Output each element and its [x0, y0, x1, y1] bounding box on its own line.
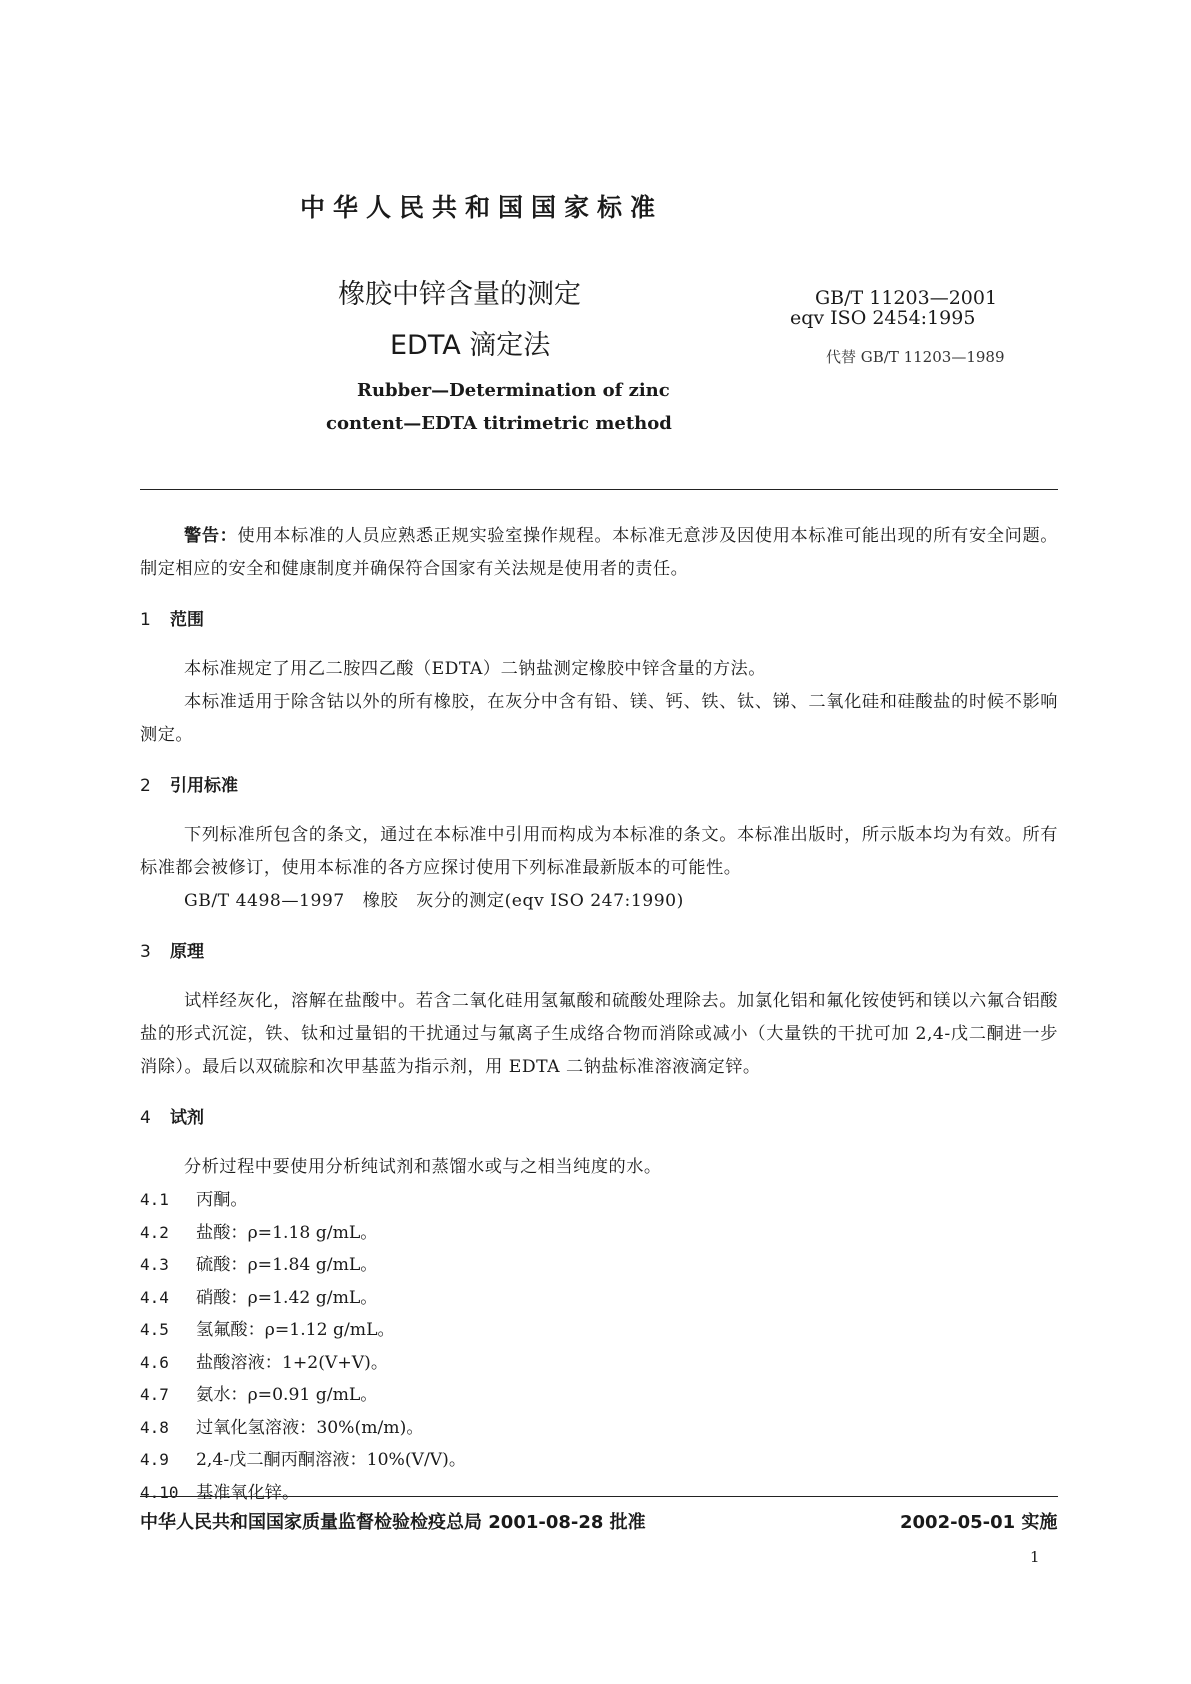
reagent-number: 4.6 [140, 1352, 169, 1372]
standard-equivalent: eqv ISO 2454:1995 [790, 307, 976, 329]
approval-line: 中华人民共和国国家质量监督检验检疫总局 2001-08-28 批准 [140, 1512, 646, 1533]
reagent-text: 盐酸溶液：1+2(V+V)。 [196, 1352, 389, 1373]
section-title: 引用标准 [170, 776, 238, 796]
document-title-zh: 橡胶中锌含量的测定 [338, 279, 581, 310]
document-subtitle-zh: EDTA 滴定法 [390, 330, 551, 361]
reagent-item [140, 1282, 1058, 1315]
section-number: 1 [140, 610, 151, 630]
reagent-number: 4.9 [140, 1450, 169, 1469]
section-4-heading [140, 1102, 1058, 1135]
section-number: 4 [140, 1108, 151, 1128]
section-1-paragraph-2: 本标准适用于除含钴以外的所有橡胶，在灰分中含有铅、镁、钙、铁、钛、锑、二氧化硅和硅酸盐的时候不影响测定。 [140, 692, 1058, 745]
implementation-date: 2002-05-01 实施 [900, 1512, 1058, 1533]
reagent-number: 4.2 [140, 1222, 169, 1242]
section-title: 试剂 [170, 1108, 204, 1128]
footer-divider [140, 1496, 1058, 1497]
reagent-item [140, 1477, 1058, 1510]
reagent-number: 4.7 [140, 1385, 169, 1404]
section-title: 原理 [170, 942, 204, 962]
normative-reference [140, 885, 1058, 918]
reagent-text: 硫酸：ρ=1.84 g/mL。 [196, 1255, 378, 1275]
reagent-text: 盐酸：ρ=1.18 g/mL。 [196, 1222, 378, 1243]
section-title: 范围 [170, 610, 204, 630]
reference-code: GB/T 4498—1997 [184, 891, 345, 911]
reagent-text: 过氧化氢溶液：30%(m/m)。 [196, 1417, 424, 1438]
reagent-number: 4.8 [140, 1417, 169, 1437]
reagent-number: 4.4 [140, 1287, 169, 1307]
section-2-paragraph-1: 下列标准所包含的条文，通过在本标准中引用而构成为本标准的条文。本标准出版时，所示版本均为有效。所有标准都会被修订，使用本标准的各方应探讨使用下列标准最新版本的可能性。 [140, 825, 1058, 878]
reagent-text: 丙酮。 [196, 1190, 248, 1210]
section-number: 2 [140, 776, 151, 796]
document-body [140, 520, 1058, 1509]
reagent-text: 2,4-戊二酮丙酮溶液：10%(V/V)。 [196, 1450, 467, 1470]
section-3-paragraph-1: 试样经灰化，溶解在盐酸中。若含二氧化硅用氢氟酸和硫酸处理除去。加氯化铝和氟化铵使钙和镁以六氟合铝酸盐的形式沉淀，铁、钛和过量铝的干扰通过与氟离子生成络合物而消除或减小（大量铁的干扰可加 2,4-戊二酮进一步消除）。最后以双硫腙和次甲基蓝为指示剂，用 EDTA 二钠盐标准溶液滴定锌。 [140, 991, 1058, 1077]
warning-label: 警告： [184, 526, 238, 546]
reagent-text: 基准氧化锌。 [196, 1482, 300, 1503]
reagent-number: 4.10 [140, 1482, 179, 1502]
section-1-paragraph-1: 本标准规定了用乙二胺四乙酸（EDTA）二钠盐测定橡胶中锌含量的方法。 [184, 659, 766, 679]
section-2-heading [140, 770, 1058, 803]
warning-text: 使用本标准的人员应熟悉正规实验室操作规程。本标准无意涉及因使用本标准可能出现的所有安全问题。制定相应的安全和健康制度并确保符合国家有关法规是使用者的责任。 [140, 526, 1058, 579]
reagent-list [140, 1184, 1058, 1509]
reagent-number: 4.1 [140, 1190, 169, 1209]
reagent-item [140, 1217, 1058, 1250]
section-number: 3 [140, 942, 151, 962]
national-standard-heading: 中华人民共和国国家标准 [300, 193, 664, 222]
reagent-item [140, 1347, 1058, 1380]
page-number: 1 [1030, 1548, 1040, 1566]
reagent-number: 4.3 [140, 1255, 169, 1274]
reagent-item [140, 1379, 1058, 1412]
reagent-text: 硝酸：ρ=1.42 g/mL。 [196, 1287, 378, 1308]
reference-title-1: 橡胶 [362, 891, 399, 911]
reagent-item [140, 1444, 1058, 1477]
standard-replaces: 代替 GB/T 11203—1989 [826, 348, 1005, 366]
reference-title-2: 灰分的测定(eqv ISO 247:1990) [416, 891, 684, 911]
header-divider [140, 489, 1058, 490]
standard-number: GB/T 11203—2001 [815, 287, 998, 309]
reagent-item [140, 1184, 1058, 1217]
reagent-item [140, 1249, 1058, 1282]
document-title-en-line2: content—EDTA titrimetric method [326, 413, 672, 434]
reagent-number: 4.5 [140, 1320, 169, 1339]
document-title-en-line1: Rubber—Determination of zinc [357, 380, 670, 401]
reagent-text: 氨水：ρ=0.91 g/mL。 [196, 1385, 378, 1405]
reagent-item [140, 1314, 1058, 1347]
section-1-heading [140, 604, 1058, 637]
section-4-paragraph-1: 分析过程中要使用分析纯试剂和蒸馏水或与之相当纯度的水。 [184, 1157, 662, 1177]
section-3-heading [140, 936, 1058, 969]
reagent-item [140, 1412, 1058, 1445]
warning-paragraph [140, 520, 1058, 586]
reagent-text: 氢氟酸：ρ=1.12 g/mL。 [196, 1320, 395, 1340]
